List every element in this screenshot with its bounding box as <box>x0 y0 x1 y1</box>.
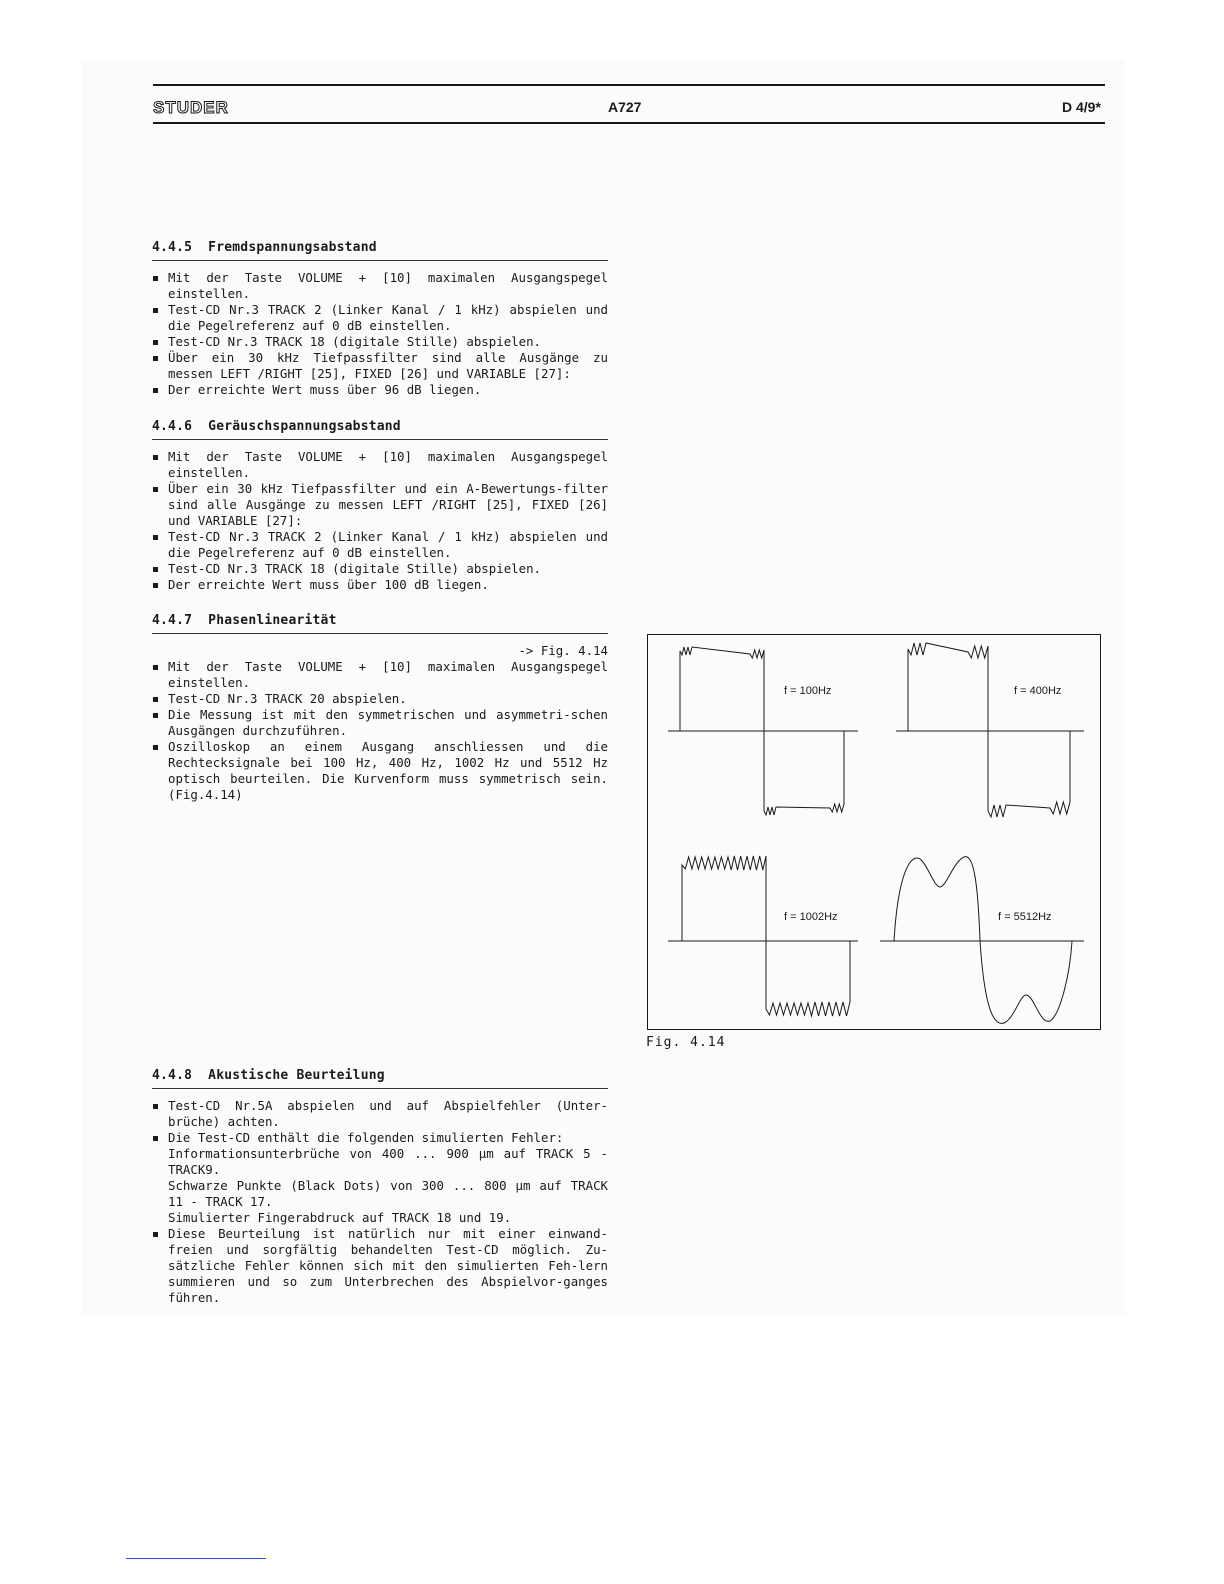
item-text: Der erreichte Wert muss über 100 dB liegen. <box>168 577 489 592</box>
section-rule <box>152 260 608 261</box>
list-item <box>152 577 608 593</box>
item-text: Die Test-CD enthält die folgenden simulierten Fehler: <box>168 1130 564 1145</box>
list-item <box>152 302 608 334</box>
oscilloscope-figure <box>647 634 1101 1030</box>
item-list <box>152 1098 608 1306</box>
page-number: D 4/9* <box>1062 99 1101 115</box>
section-heading: 4.4.8 Akustische Beurteilung <box>152 1068 385 1083</box>
item-list <box>152 270 608 398</box>
item-text: Der erreichte Wert muss über 96 dB liegen. <box>168 382 482 397</box>
section-geraeuschspannungsabstand <box>152 419 608 593</box>
freq-label: f = 400Hz <box>1014 685 1062 697</box>
section-akustische-beurteilung <box>152 1068 608 1306</box>
item-text: Mit der Taste VOLUME + [10] maximalen Ausgangspegel einstellen. <box>168 270 608 301</box>
section-heading: 4.4.5 Fremdspannungsabstand <box>152 240 377 255</box>
waveform-400hz <box>908 643 1070 817</box>
item-text: Simulierter Fingerabdruck auf TRACK 18 und 19. <box>168 1210 512 1225</box>
item-text: Test-CD Nr.3 TRACK 2 (Linker Kanal / 1 kHz) abspielen und die Pegelreferenz auf 0 dB einstellen. <box>168 529 608 560</box>
header-top-rule <box>153 84 1105 86</box>
list-item <box>152 1226 608 1306</box>
list-item <box>152 481 608 529</box>
item-text: Schwarze Punkte (Black Dots) von 300 ... 800 µm auf TRACK 11 - TRACK 17. <box>168 1178 608 1209</box>
item-text: Test-CD Nr.3 TRACK 20 abspielen. <box>168 691 407 706</box>
section-fremdspannungsabstand <box>152 240 608 398</box>
list-item <box>152 382 608 398</box>
item-text: Test-CD Nr.3 TRACK 2 (Linker Kanal / 1 kHz) abspielen und die Pegelreferenz auf 0 dB einstellen. <box>168 302 608 333</box>
footer-line <box>126 1558 266 1559</box>
item-text: Diese Beurteilung ist natürlich nur mit einer einwand-freien und sorgfältig behandelten Test-CD möglich. Zu-sätzliche Fehler können sich mit den simulierten Feh-lern summieren und so zum Unterbrechen des Abspielvor-ganges führen. <box>168 1226 608 1305</box>
figure-caption: Fig. 4.14 <box>646 1035 726 1050</box>
list-item <box>152 707 608 739</box>
figure-reference: -> Fig. 4.14 <box>518 643 608 658</box>
list-item <box>152 350 608 382</box>
list-item <box>152 1098 608 1130</box>
freq-label: f = 1002Hz <box>784 911 838 923</box>
waveform-1002hz <box>682 856 850 1016</box>
list-item <box>152 270 608 302</box>
item-text: Die Messung ist mit den symmetrischen und asymmetri-schen Ausgängen durchzuführen. <box>168 707 608 738</box>
item-text: Oszilloskop an einem Ausgang anschliessen und die Rechtecksignale bei 100 Hz, 400 Hz, 1002 Hz und 5512 Hz optisch beurteilen. Die Kurvenform muss symmetrisch sein. (Fig.4.14) <box>168 739 608 802</box>
item-list <box>152 449 608 593</box>
section-rule <box>152 439 608 440</box>
list-item <box>152 691 608 707</box>
item-text: Über ein 30 kHz Tiefpassfilter sind alle Ausgänge zu messen LEFT /RIGHT [25], FIXED [26] und VARIABLE [27]: <box>168 350 608 381</box>
section-rule <box>152 633 608 634</box>
waveform-5512hz <box>894 857 1072 1024</box>
item-text: Test-CD Nr.3 TRACK 18 (digitale Stille) abspielen. <box>168 561 541 576</box>
svg-text:STUDER: STUDER <box>153 98 229 117</box>
section-heading: 4.4.7 Phasenlinearität <box>152 613 337 628</box>
studer-logo <box>153 97 243 117</box>
section-rule <box>152 1088 608 1089</box>
item-text: Test-CD Nr.3 TRACK 18 (digitale Stille) abspielen. <box>168 334 541 349</box>
freq-label: f = 100Hz <box>784 685 832 697</box>
freq-label: f = 5512Hz <box>998 911 1052 923</box>
list-item <box>152 561 608 577</box>
list-item <box>152 334 608 350</box>
section-heading: 4.4.6 Geräuschspannungsabstand <box>152 419 401 434</box>
item-text: Informationsunterbrüche von 400 ... 900 µm auf TRACK 5 - TRACK9. <box>168 1146 608 1177</box>
model-number: A727 <box>608 99 642 115</box>
list-item <box>152 739 608 803</box>
list-item <box>152 1130 608 1226</box>
header-bottom-rule <box>153 122 1105 124</box>
section-phasenlinearitaet <box>152 613 608 803</box>
item-text: Mit der Taste VOLUME + [10] maximalen Ausgangspegel einstellen. <box>168 659 608 690</box>
list-item <box>152 529 608 561</box>
list-item <box>152 449 608 481</box>
item-text: Mit der Taste VOLUME + [10] maximalen Ausgangspegel einstellen. <box>168 449 608 480</box>
item-text: Test-CD Nr.5A abspielen und auf Abspielfehler (Unter-brüche) achten. <box>168 1098 608 1129</box>
item-list <box>152 659 608 803</box>
item-text: Über ein 30 kHz Tiefpassfilter und ein A-Bewertungs-filter sind alle Ausgänge zu messen LEFT /RIGHT [25], FIXED [26] und VARIABLE [27]: <box>168 481 608 528</box>
list-item <box>152 659 608 691</box>
